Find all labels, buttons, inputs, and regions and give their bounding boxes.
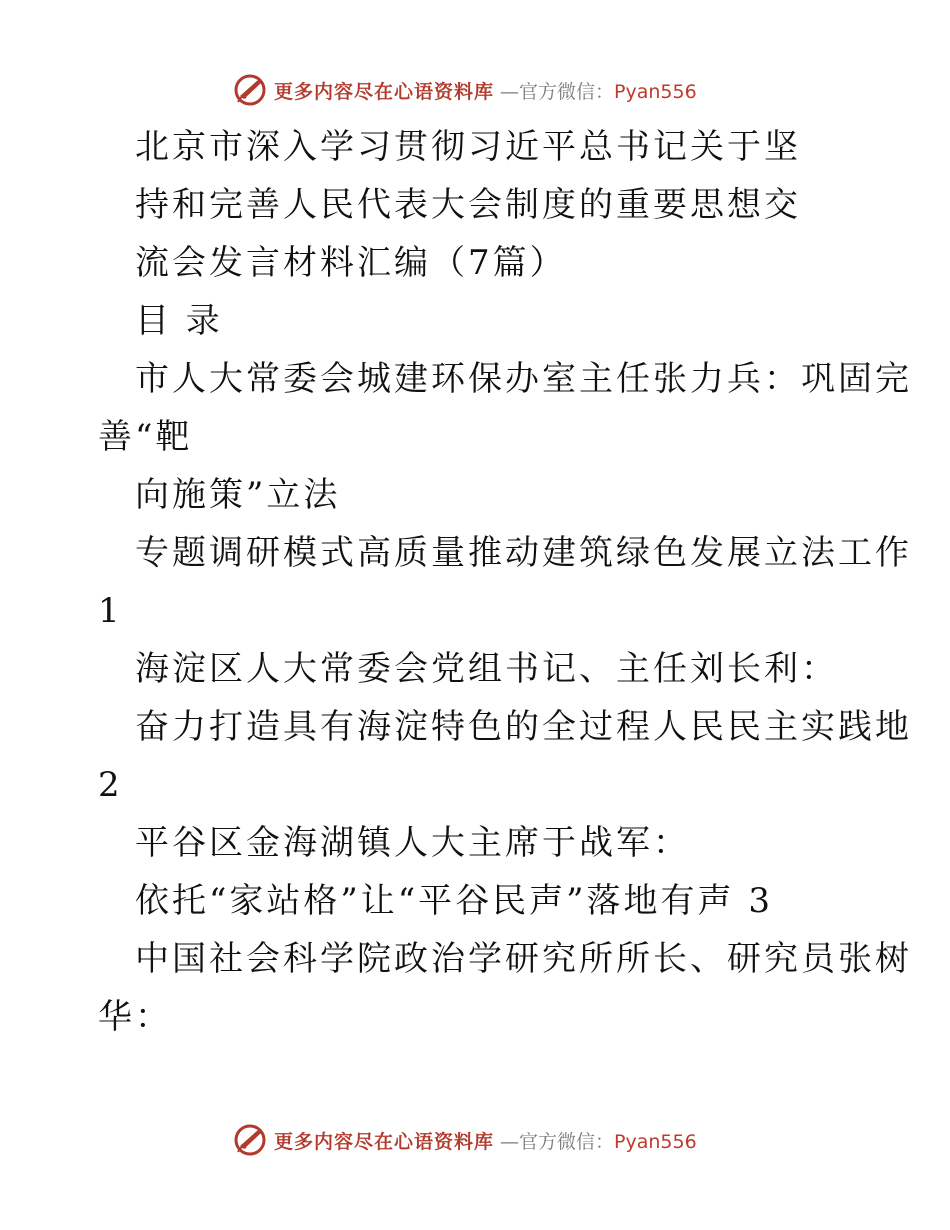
- title-line-1: 北京市深入学习贯彻习近平总书记关于坚: [135, 127, 801, 167]
- toc-line: 向施策”立法: [135, 475, 341, 515]
- toc-line: 平谷区金海湖镇人大主席于战军：: [135, 823, 690, 863]
- header-wechat-id: Pyan556: [614, 80, 697, 103]
- toc-line: 华：: [98, 997, 172, 1037]
- header-wechat-label: —官方微信：: [500, 80, 615, 103]
- toc-line: 海淀区人大常委会党组书记、主任刘长利：: [135, 649, 838, 689]
- toc-page-number: 2: [98, 765, 123, 805]
- footer-wechat-id: Pyan556: [614, 1130, 697, 1153]
- toc-line: 市人大常委会城建环保办室主任张力兵：巩固完: [135, 359, 912, 399]
- toc-heading: 目 录: [135, 301, 223, 341]
- footer-brand-text: 更多内容尽在心语资料库: [274, 1130, 495, 1153]
- title-line-3: 流会发言材料汇编（7篇）: [135, 243, 567, 283]
- footer-wechat-label: —官方微信：: [500, 1130, 615, 1153]
- toc-line: 奋力打造具有海淀特色的全过程人民民主实践地: [135, 707, 912, 747]
- pen-logo-icon: [232, 1122, 268, 1158]
- toc-line: 依托“家站格”让“平谷民声”落地有声 3: [135, 881, 773, 921]
- toc-line: 中国社会科学院政治学研究所所长、研究员张树: [135, 939, 912, 979]
- header-wechat: [500, 77, 697, 104]
- toc-page-number: 1: [98, 591, 123, 631]
- toc-line: 善“靶: [98, 417, 193, 457]
- footer-banner: [232, 1120, 697, 1160]
- header-banner: [232, 70, 697, 110]
- toc-line: 专题调研模式高质量推动建筑绿色发展立法工作: [135, 533, 912, 573]
- header-brand-text: 更多内容尽在心语资料库: [274, 80, 495, 103]
- title-line-2: 持和完善人民代表大会制度的重要思想交: [135, 185, 801, 225]
- pen-logo-icon: [232, 72, 268, 108]
- footer-wechat: [500, 1127, 697, 1154]
